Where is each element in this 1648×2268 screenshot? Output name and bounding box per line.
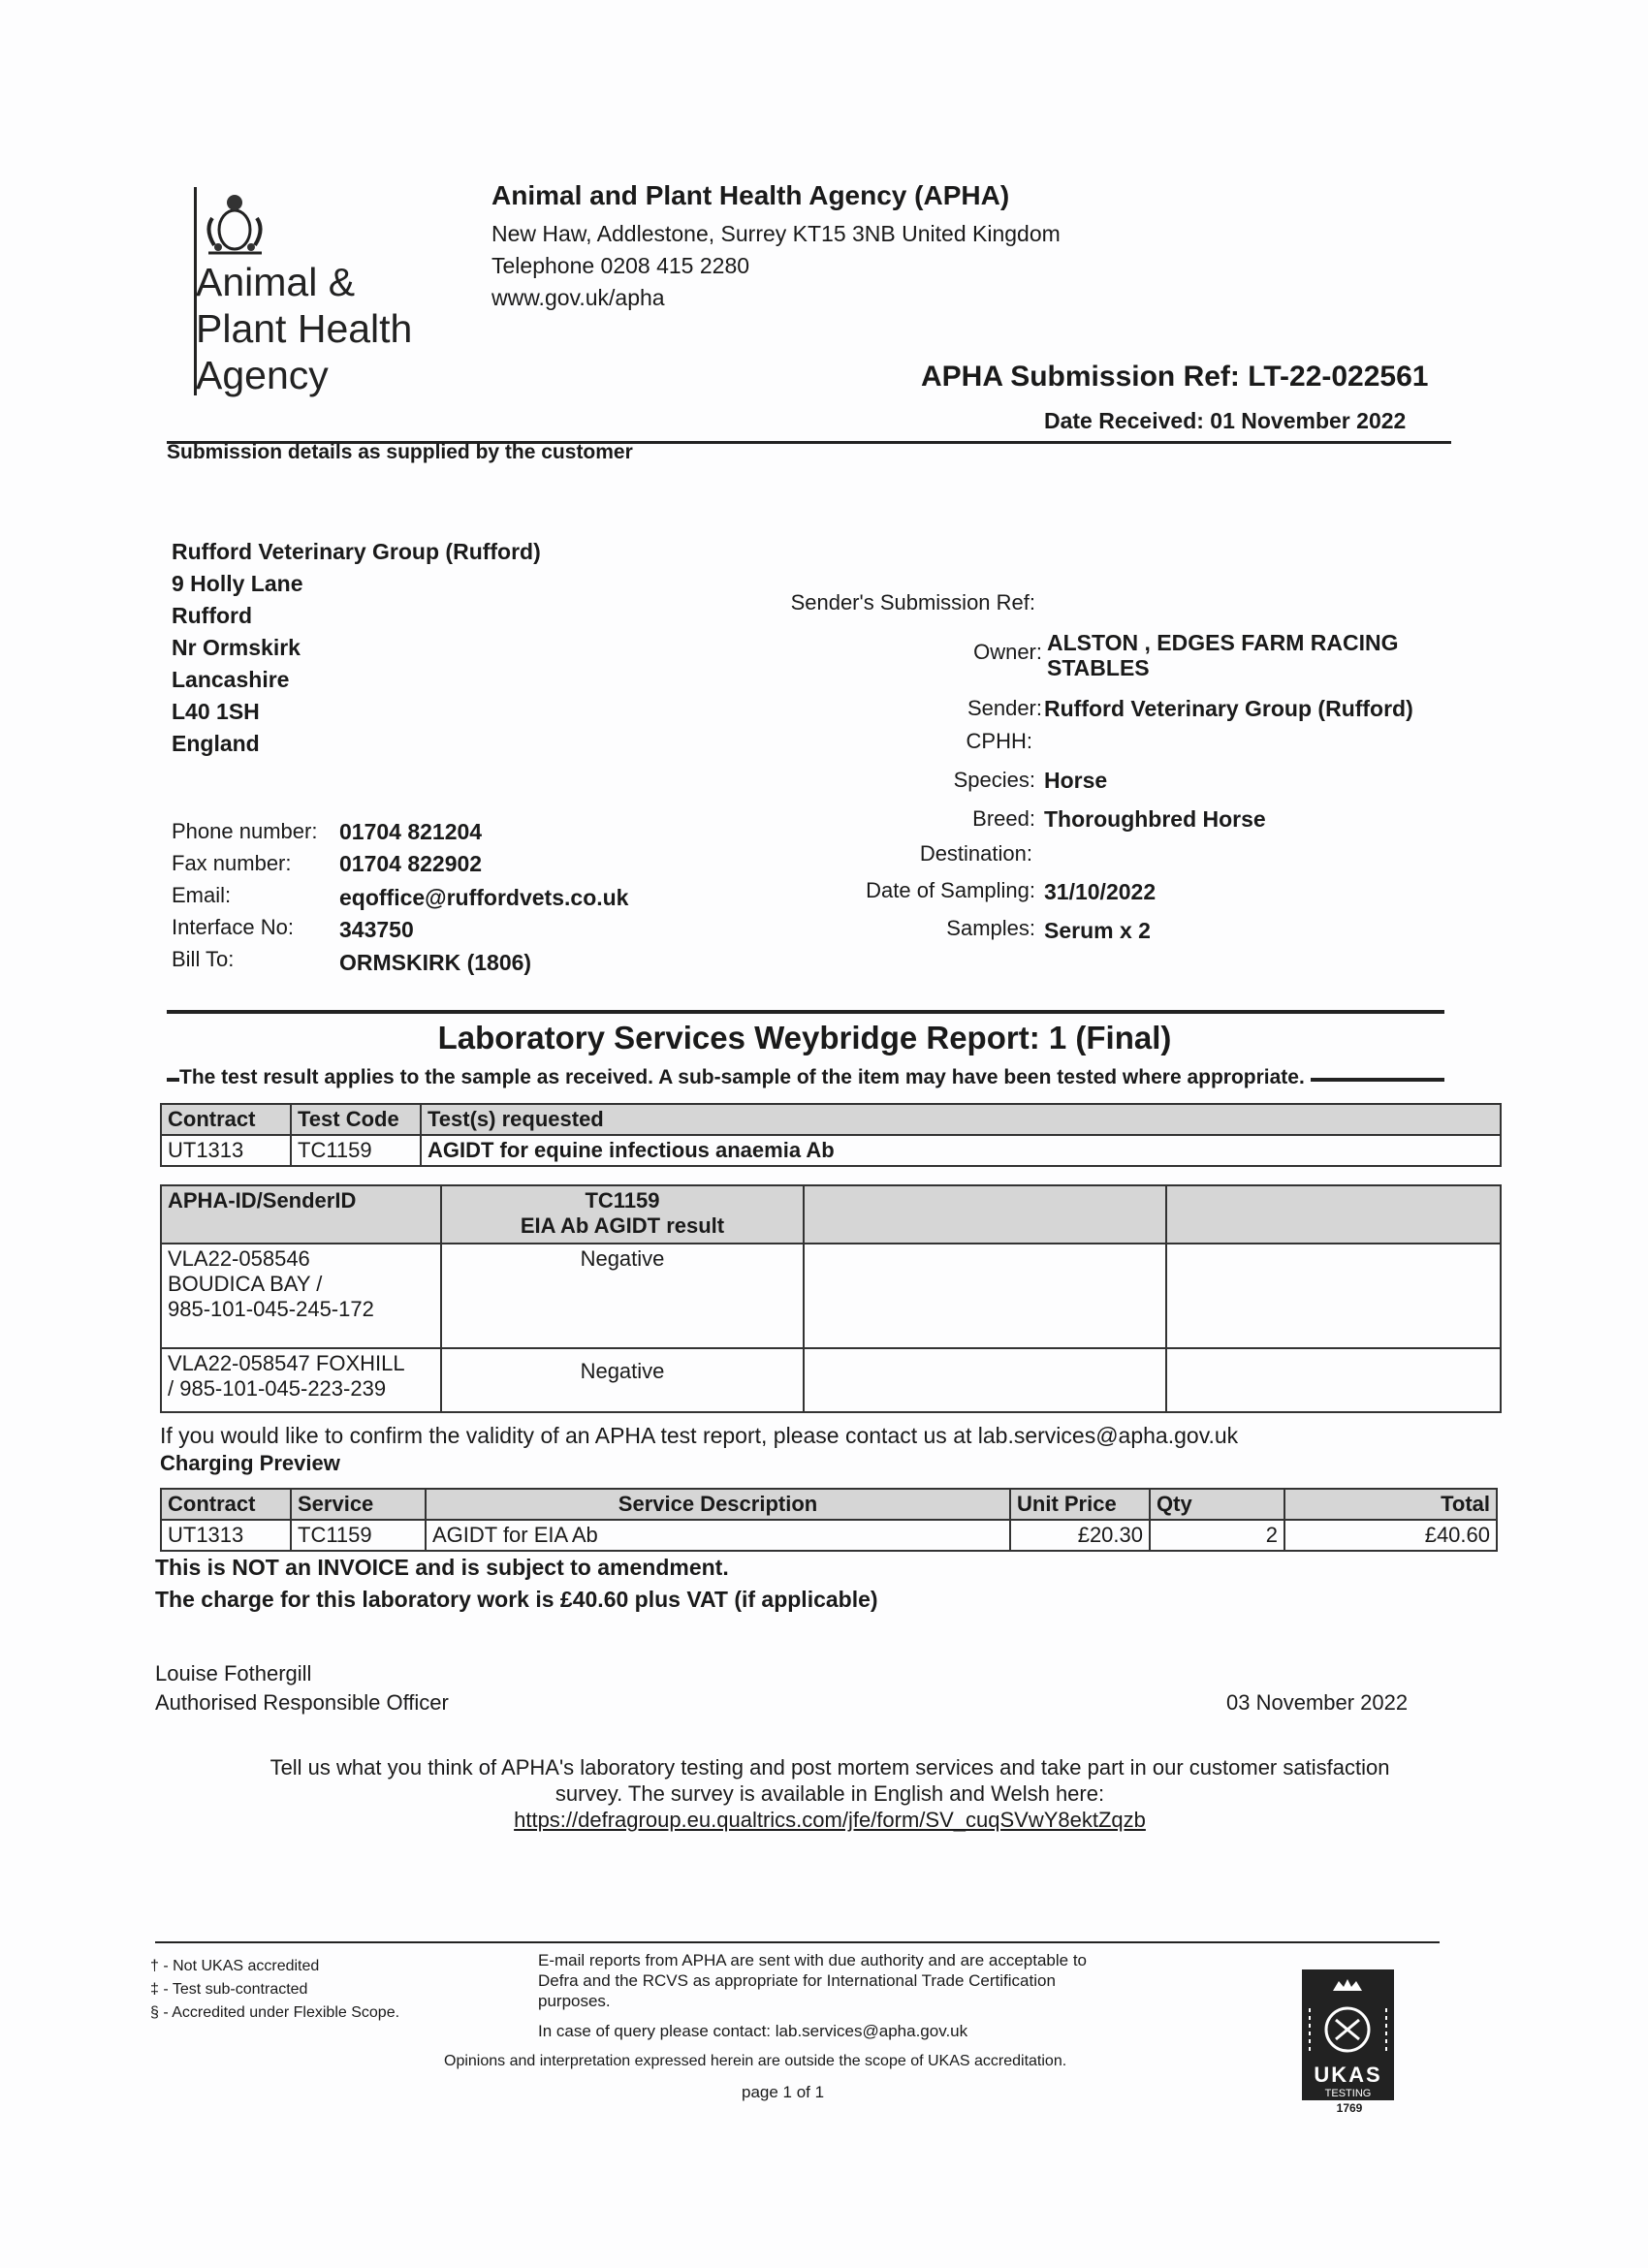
details-heading: Submission details as supplied by the customer [167,441,633,463]
signatory-name: Louise Fothergill [155,1661,312,1685]
charging-row [161,1520,1497,1551]
survey-line-2: survey. The survey is available in English and Welsh here: [555,1781,1105,1806]
sender-value: Rufford Veterinary Group (Rufford) [1044,696,1413,721]
results-header-row [161,1185,1501,1244]
customer-line2: Rufford [172,603,253,628]
footer-opinions: Opinions and interpretation expressed herein are outside the scope of UKAS accreditation. [444,2053,1067,2069]
customer-postcode: L40 1SH [172,699,260,724]
customer-line3: Nr Ormskirk [172,635,301,660]
charge-line: The charge for this laboratory work is £40.60 plus VAT (if applicable) [155,1587,878,1612]
cphh-label: CPHH: [966,729,1032,753]
tests-cell-test-code: TC1159 [291,1135,421,1166]
results-row1-result: Negative [441,1244,804,1348]
charging-table [160,1488,1498,1552]
ukas-testing-label: TESTING [1324,2088,1372,2099]
results-row1-id-line3: 985-101-045-245-172 [168,1297,374,1321]
breed-label: Breed: [972,806,1035,831]
charging-header-description: Service Description [426,1489,1010,1520]
phone-value: 01704 821204 [339,819,483,844]
results-header-test-name: EIA Ab AGIDT result [520,1213,725,1238]
results-row1-empty-1 [804,1244,1166,1348]
sender-label: Sender: [967,696,1042,720]
owner-line-1: ALSTON , EDGES FARM RACING [1047,630,1399,655]
results-table [160,1184,1502,1413]
signature-date: 03 November 2022 [1226,1690,1409,1715]
tests-cell-contract: UT1313 [161,1135,291,1166]
footer-email-note-1: E-mail reports from APHA are sent with due authority and are acceptable to [538,1951,1088,1969]
charging-cell-contract: UT1313 [161,1520,291,1551]
sampling-value: 31/10/2022 [1044,879,1157,904]
email-value: eqoffice@ruffordvets.co.uk [339,885,629,910]
fax-value: 01704 822902 [339,851,483,876]
tests-header-contract: Contract [161,1104,291,1135]
charging-heading: Charging Preview [160,1451,340,1475]
charging-header-row [161,1489,1497,1520]
sender-ref-label: Sender's Submission Ref: [790,590,1035,614]
charging-cell-service: TC1159 [291,1520,426,1551]
results-row2-empty-1 [804,1348,1166,1412]
results-row1-empty-2 [1166,1244,1501,1348]
footer-key-3: § - Accredited under Flexible Scope. [150,2004,400,2021]
ukas-mark [1302,1969,1394,2100]
results-row2-id-line1: VLA22-058547 FOXHILL [168,1351,405,1375]
charging-header-unit-price: Unit Price [1010,1489,1150,1520]
results-row2-id [161,1348,441,1412]
footer-key-2: ‡ - Test sub-contracted [150,1981,308,1998]
charging-cell-total: £40.60 [1284,1520,1497,1551]
tests-header-test-code: Test Code [291,1104,421,1135]
validity-note: If you would like to confirm the validity of an APHA test report, please contact us at lab.services@apha.gov.uk [160,1423,1239,1448]
report-top-rule [167,1010,1444,1014]
not-invoice-note: This is NOT an INVOICE and is subject to amendment. [155,1555,729,1580]
charging-cell-unit-price: £20.30 [1010,1520,1150,1551]
results-row2-empty-2 [1166,1348,1501,1412]
results-row1-id [161,1244,441,1348]
owner-value [1047,630,1399,680]
charging-cell-description: AGIDT for EIA Ab [426,1520,1010,1551]
survey-line-1: Tell us what you think of APHA's laboratory testing and post mortem services and take part in our customer satisfaction [269,1755,1390,1780]
phone-label: Phone number: [172,819,318,843]
date-received: Date Received: 01 November 2022 [1044,408,1407,433]
results-row2-id-line2: / 985-101-045-223-239 [168,1376,387,1401]
report-title: Laboratory Services Weybridge Report: 1 (Final) [437,1020,1172,1055]
agency-name: Animal and Plant Health Agency (APHA) [491,180,1010,210]
customer-name: Rufford Veterinary Group (Rufford) [172,539,541,564]
customer-line1: 9 Holly Lane [172,571,303,596]
agency-address: New Haw, Addlestone, Surrey KT15 3NB United Kingdom [491,221,1061,246]
fax-label: Fax number: [172,851,292,875]
tests-row [161,1135,1501,1166]
survey-link[interactable]: https://defragroup.eu.qualtrics.com/jfe/form/SV_cuqSVwY8ektZqzb [514,1808,1146,1832]
footer-email-note-3: purposes. [538,1992,611,2010]
charging-header-service: Service [291,1489,426,1520]
report-note: The test result applies to the sample as received. A sub-sample of the item may have been tested where appropriate. [179,1066,1311,1089]
logo-line-1: Animal & [196,260,356,304]
logo-line-2: Plant Health [196,306,413,351]
species-label: Species: [953,768,1035,792]
results-header-test-code: TC1159 [585,1188,660,1213]
email-label: Email: [172,883,232,907]
ukas-label: UKAS [1314,2063,1382,2087]
table-row [161,1348,1501,1412]
results-header-empty-2 [1166,1185,1501,1244]
owner-label: Owner: [973,640,1042,664]
breed-value: Thoroughbred Horse [1044,806,1266,832]
footer-key-1: † - Not UKAS accredited [150,1958,320,1974]
footer-email-note [538,1950,1087,2011]
bill-value: ORMSKIRK (1806) [339,950,532,975]
customer-line4: Lancashire [172,667,290,692]
destination-label: Destination: [919,841,1032,866]
charging-header-qty: Qty [1150,1489,1284,1520]
footer-email-note-2: Defra and the RCVS as appropriate for International Trade Certification [538,1971,1056,1990]
footer-query: In case of query please contact: lab.services@apha.gov.uk [538,2022,968,2040]
charging-header-total: Total [1284,1489,1497,1520]
charging-cell-qty: 2 [1150,1520,1284,1551]
footer-page: page 1 of 1 [742,2083,825,2101]
table-row [161,1244,1501,1348]
tests-header-row [161,1104,1501,1135]
logo-line-3: Agency [196,353,329,397]
interface-value: 343750 [339,917,414,942]
interface-label: Interface No: [172,915,294,939]
results-row1-id-line1: VLA22-058546 [168,1246,310,1271]
tests-header-requested: Test(s) requested [421,1104,1501,1135]
samples-label: Samples: [946,916,1035,940]
ukas-crown-icon [1302,1969,1394,2059]
results-header-empty-1 [804,1185,1166,1244]
agency-phone: Telephone 0208 415 2280 [491,253,750,278]
results-header-test [441,1185,804,1244]
species-value: Horse [1044,768,1108,793]
survey-block [0,1754,1648,1833]
tests-table [160,1103,1502,1167]
bill-label: Bill To: [172,947,235,971]
customer-country: England [172,731,260,756]
submission-ref: APHA Submission Ref: LT-22-022561 [921,361,1429,393]
ukas-number: 1769 [1336,2101,1363,2115]
charging-header-contract: Contract [161,1489,291,1520]
samples-value: Serum x 2 [1044,918,1151,943]
signatory-title: Authorised Responsible Officer [155,1690,449,1715]
agency-website: www.gov.uk/apha [491,285,665,310]
tests-cell-requested: AGIDT for equine infectious anaemia Ab [421,1135,1501,1166]
royal-crest-icon [199,189,271,259]
owner-line-2: STABLES [1047,655,1150,680]
results-row1-id-line2: BOUDICA BAY / [168,1272,323,1296]
results-header-id: APHA-ID/SenderID [161,1185,441,1244]
results-row2-result: Negative [441,1348,804,1412]
footer-rule [155,1941,1440,1943]
sampling-label: Date of Sampling: [866,878,1035,902]
